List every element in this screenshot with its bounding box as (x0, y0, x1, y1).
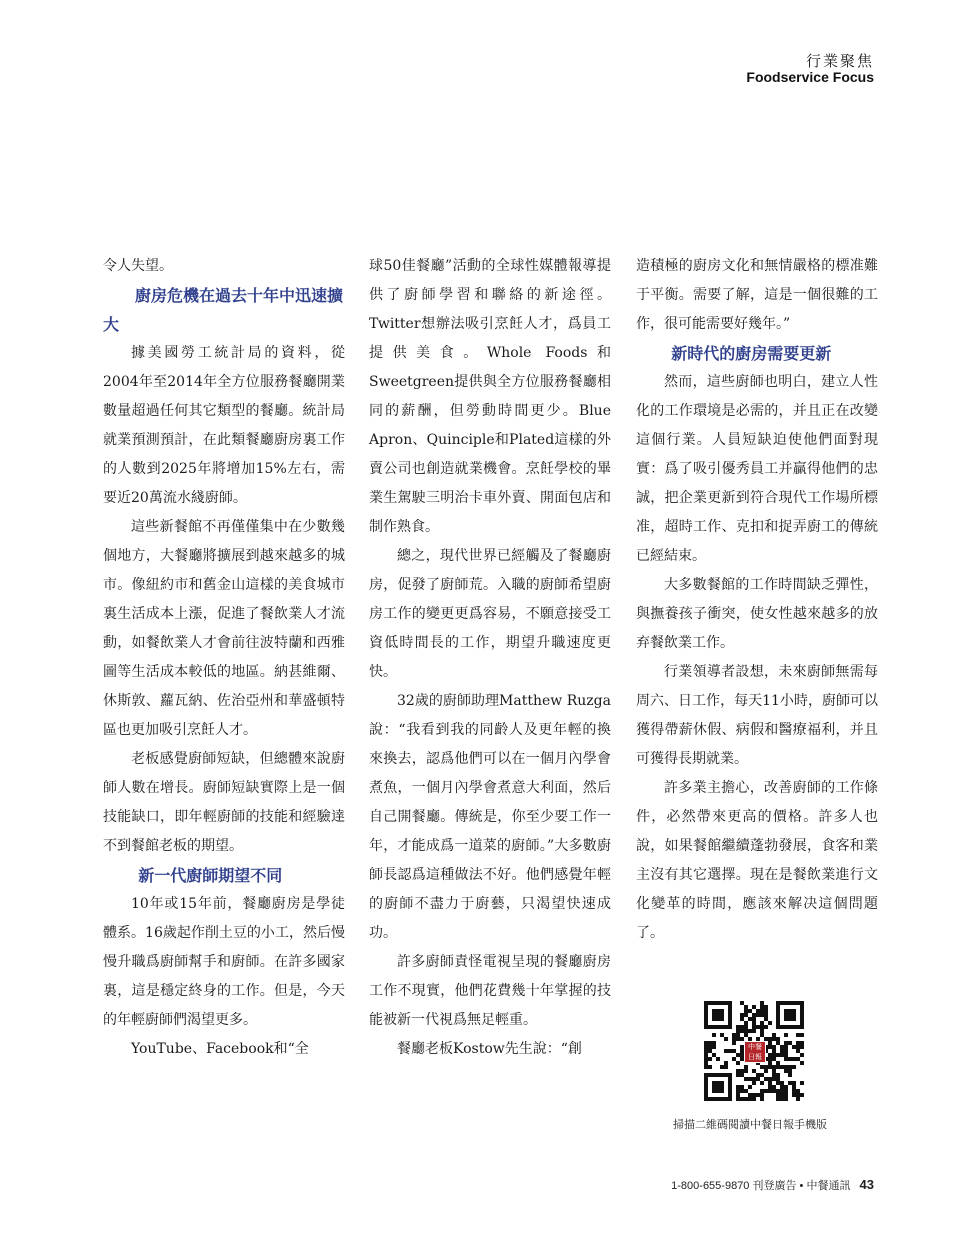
subheading: 新時代的廚房需要更新 (671, 344, 832, 363)
subheading: 廚房危機在過去十年中迅速擴大 (103, 286, 344, 334)
paragraph: 大多數餐館的工作時間缺乏彈性，與撫養孩子衝突，使女性越來越多的放弃餐飲業工作。 (636, 577, 878, 651)
qr-logo: 中餐日報 (744, 1041, 766, 1063)
paragraph: 老板感覺廚師短缺，但總體來說廚師人數在增長。廚師短缺實際上是一個技能缺口，即年輕廚師的技能和經驗達不到餐館老板的期望。 (103, 751, 345, 854)
paragraph: YouTube、Facebook和“全 (131, 1041, 309, 1057)
footer (671, 1177, 874, 1193)
qr-caption: 掃描二維碼閱讀中餐日報手機版 (673, 1118, 827, 1131)
paragraph: 行業領導者設想，未來廚師無需每周六、日工作，每天11小時，廚師可以獲得帶薪休假、病假和醫療福利，并且可獲得長期就業。 (636, 664, 878, 767)
paragraph: 10年或15年前，餐廳廚房是學徒體系。16歲起作削土豆的小工，然后慢慢升職爲廚師幫手和廚師。在許多國家裏，這是穩定終身的工作。但是，今天的年輕廚師們渴望更多。 (103, 896, 345, 1028)
paragraph: 然而，這些廚師也明白，建立人性化的工作環境是必需的，并且正在改變這個行業。人員短缺迫使他們面對現實：爲了吸引優秀員工并贏得他們的忠誠，把企業更新到符合現代工作場所標准，超時工作、克扣和捉弄廚工的傳統已經結束。 (636, 374, 878, 564)
paragraph: 這些新餐館不再僅僅集中在少數幾個地方，大餐廳將擴展到越來越多的城市。像紐約市和舊金山這樣的美食城市裏生活成本上漲，促進了餐飲業人才流動，如餐飲業人才會前往波特蘭和西雅圖等生活成本較低的地區。納甚維爾、休斯敦、蘿瓦納、佐治亞州和華盛頓特區也更加吸引烹飪人才。 (103, 519, 345, 738)
footer-label: 刊登廣告 • 中餐通訊 (752, 1180, 851, 1192)
paragraph: 許多業主擔心，改善廚師的工作條件，必然帶來更高的價格。許多人也說，如果餐館繼續蓬勃發展，食客和業主沒有其它選擇。現在是餐飲業進行文化變革的時間，應該來解决這個問題了。 (636, 780, 878, 941)
paragraph: 總之，現代世界已經觸及了餐廳廚房，促發了廚師荒。入職的廚師希望廚房工作的變更更爲容易，不願意接受工資低時間長的工作，期望升職速度更快。 (369, 548, 611, 680)
paragraph: 許多廚師責怪電視呈現的餐廳廚房工作不現實，他們花費幾十年掌握的技能被新一代視爲無足輕重。 (369, 954, 611, 1028)
section-subtitle: Foodservice Focus (746, 69, 874, 85)
section-title: 行業聚焦 (805, 52, 874, 70)
page-number: 43 (859, 1177, 874, 1192)
footer-phone: 1-800-655-9870 (671, 1180, 750, 1192)
paragraph: 造積極的廚房文化和無情嚴格的標准難于平衡。需要了解，這是一個很難的工作，很可能需要好幾年。” (636, 258, 878, 332)
paragraph: 據美國勞工統計局的資料，從2004年至2014年全方位服務餐廳開業數量超過任何其它類型的餐廳。統計局就業預測預計，在此類餐廳廚房裏工作的人數到2025年將增加15%左右，需要近20萬流水綫廚師。 (103, 345, 345, 506)
subheading: 新一代廚師期望不同 (138, 866, 283, 885)
paragraph: 餐廳老板Kostow先生說：“創 (397, 1041, 582, 1057)
paragraph: 32歲的廚師助理Matthew Ruzga說：“我看到我的同齡人及更年輕的換來換去，認爲他們可以在一個月內學會煮魚，一個月內學會煮意大利面，然后自己開餐廳。傳統是，你至少要工作一年，才能成爲一道菜的廚師。”大多數廚師長認爲這種做法不好。他們感覺年輕的廚師不盡力于廚藝，只渴望快速成功。 (369, 693, 611, 941)
paragraph: 球50佳餐廳”活動的全球性媒體報導提供了廚師學習和聯絡的新途徑。Twitter想辦法吸引烹飪人才，爲員工提供美食。Whole Foods和Sweetgreen提供與全方位服務餐廳相同的薪酬，但勞動時間更少。Blue Apron、Quinciple和Plated這樣的外賣公司也創造就業機會。烹飪學校的畢業生駕駛三明治卡車外賣、開面包店和制作熟食。 (369, 258, 611, 535)
qr-code[interactable] (704, 1001, 804, 1101)
paragraph: 令人失望。 (103, 258, 173, 274)
article-column-3 (636, 252, 878, 948)
article-column-2 (369, 252, 611, 1064)
article-column-1 (103, 252, 345, 1064)
